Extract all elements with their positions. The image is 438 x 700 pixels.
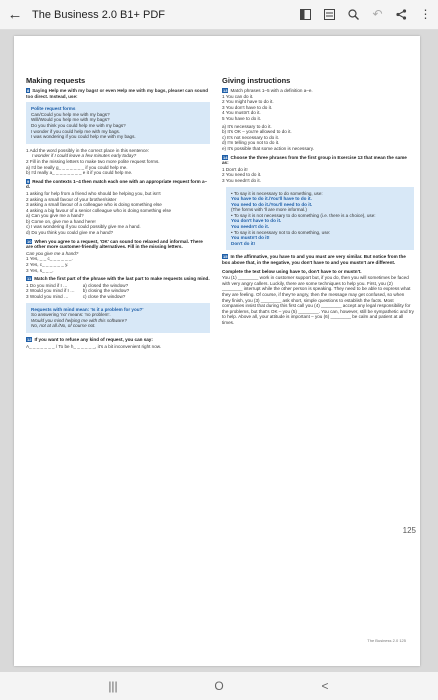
page-layout-icon[interactable]: [323, 8, 336, 21]
ex11-match: 1 Do you mind if I … 2 Would you mind if I … 3 Would you mind … a) closed the window? b) closing the window? c) close the window?: [26, 282, 130, 299]
necessity-box: • To say it is necessary to do something, use: You have to do it./You'll have to do it. You need to do it./You'll need to do it. (The forms with 'll are more informal.) • To say it is not necessary to do something (i.e. there is a choice), use: You don't have to do it. You needn't do it. • To say it is necessary not to do something, use: You mustn't do it! Don't do it!: [226, 187, 414, 251]
item-1: 1 Add the word possibly in the correct place in this sentence:: [26, 147, 150, 153]
item-2: 2 Fill in the missing letters to make two more polite request forms.: [26, 158, 160, 164]
system-nav-bar: [0, 672, 438, 700]
exercise-11: 11 Match the first part of the phrase with the last part to make requests using mind.: [27, 276, 210, 282]
list-item: b) It's OK – you're allowed to do it.: [222, 129, 292, 135]
list-item: 1 You can do it.: [222, 93, 254, 99]
list-item: 2 You might have to do it.: [222, 99, 274, 105]
polite-forms-box: Polite request forms Can/Could you help me with my bags? Will/Would you help me with my bags? Do you think you could help me with my bags? I wonder if you could help me with my bags. I was wondering if you could help me with my bags.: [26, 102, 210, 144]
item-2a: a) I'd be really g_ _ _ _ _ _ _ if you could help me.: [26, 164, 128, 170]
recent-apps-icon[interactable]: |||: [108, 679, 118, 693]
list-item: b) Come on, give me a hand here!: [26, 218, 96, 224]
exercise-13: 13 Match phrases 1–5 with a definition a–e.: [223, 88, 313, 93]
list-item: 3 You don't have to do it.: [222, 104, 273, 110]
undo-icon[interactable]: ↶: [372, 7, 383, 21]
left-column: [26, 76, 210, 349]
item-1-sentence: I wonder if I could leave a few minutes early today?: [32, 153, 137, 159]
home-icon[interactable]: O: [214, 679, 224, 693]
reading-mode-icon[interactable]: [299, 8, 312, 21]
app-toolbar: [0, 0, 438, 30]
list-item: a) Can you give me a hand?: [26, 213, 84, 219]
ex15-body: You (1) ________ work in customer support but, if you do, then you will sometimes be faced with very angry callers. Luckily, there are some techniques to help you. First, you (2) ________ interrupt while the other person is speaking. They need to be able to express what they are feeling. Of course, if they're angry, then the message may get confused, so when they finish, you (3) ________ ask short, simple questions to establish the facts. Most companies insist that during this first call you (4) ________ accept any legal responsibility for the problems, but that's OK – you (5) ________. You can, however, still be sympathetic and try to help. Above all, your attitude is important – you (6) ________ be calm and patient at all times.: [222, 275, 414, 325]
search-icon[interactable]: [347, 8, 360, 21]
mind-box: Requests with mind mean: 'Is it a problem for you?' So answering 'no' means: 'no problem'. Would you mind helping me with this software? No, not at all./No, of course not.: [26, 303, 210, 333]
list-item: 2 asking a small favour of your brother/sister: [26, 196, 117, 202]
list-item: 3 Yes, s_ _ _.: [26, 267, 54, 273]
ex15-question: Complete the text below using have to, don't have to or mustn't.: [222, 268, 362, 274]
list-item: 2 You need to do it.: [222, 172, 262, 178]
exercise-12: 12 If you want to refuse any kind of request, you can say:: [27, 336, 153, 342]
list-item: d) Do you think you could give me a hand?: [26, 230, 114, 236]
page-footer: The Business 2.0 125: [367, 638, 406, 643]
list-item: 4 asking a big favour of a senior colleague who is doing something else: [26, 207, 172, 213]
pdf-page[interactable]: [14, 36, 420, 666]
list-item: 4 You mustn't do it.: [222, 110, 261, 116]
exercise-14: 14 Choose the three phrases from the first group in Exercise 13 that mean the same as:: [222, 154, 407, 166]
list-item: c) It's not necessary to do it.: [222, 134, 280, 140]
list-item: 5 You have to do it.: [222, 115, 262, 121]
list-item: d) I'm telling you not to do it.: [222, 140, 280, 146]
list-item: c) I was wondering if you could possibly give me a hand.: [26, 224, 141, 230]
section-heading-instructions: Giving instructions: [222, 76, 291, 85]
section-heading-requests: Making requests: [26, 76, 86, 85]
exercise-10: 10 When you agree to a request, 'OK' can sound too relaxed and informal. There are other more customer-friendly alternatives. Fill in the missing letters.: [26, 238, 203, 250]
exercise-9: 9 Read the contexts 1–4 then match each one with an appropriate request form a–d.: [26, 178, 208, 190]
more-vertical-icon[interactable]: ⋮: [419, 7, 432, 21]
list-item: 2 Yes, c_ _ _ _ _ _ y.: [26, 262, 69, 268]
list-item: 3 asking a small favour of a colleague who is doing something else: [26, 202, 162, 208]
exercise-15: 15 In the affirmative, you have to and you must are very similar. But notice from the box above that, in the negative, you don't have to and you mustn't are different.: [222, 254, 406, 266]
page-number: 125: [402, 526, 416, 535]
list-item: a) It's necessary to do it.: [222, 123, 272, 129]
ex10-question: Can you give me a hand?: [26, 250, 79, 256]
list-item: 3 You needn't do it.: [222, 177, 261, 183]
share-icon[interactable]: [395, 8, 408, 21]
right-column: [222, 76, 414, 326]
back-arrow-icon[interactable]: ←: [7, 5, 23, 23]
item-2b: b) I'd really a_ _ _ _ _ _ _ _ e it if you could help me.: [26, 170, 133, 176]
nav-back-icon[interactable]: <: [321, 679, 329, 693]
list-item: 1 Don't do it!: [222, 166, 248, 172]
list-item: 1 asking for help from a friend who should be helping you, but isn't: [26, 190, 161, 196]
ex12-line: A_ _ _ _ _ _ _ / To be h_ _ _ _ _ _, it's a bit inconvenient right now.: [26, 343, 162, 349]
list-item: e) It's possible that some action is necessary.: [222, 145, 314, 151]
exercise-8: 8 Saying Help me with my bags! or even Help me with my bags, please! can sound too direct. Instead, use:: [26, 88, 209, 99]
list-item: 1 Yes, _ _ c_ _ _ _ _ _.: [26, 256, 73, 262]
document-title: The Business 2.0 B1+ PDF: [32, 8, 165, 21]
